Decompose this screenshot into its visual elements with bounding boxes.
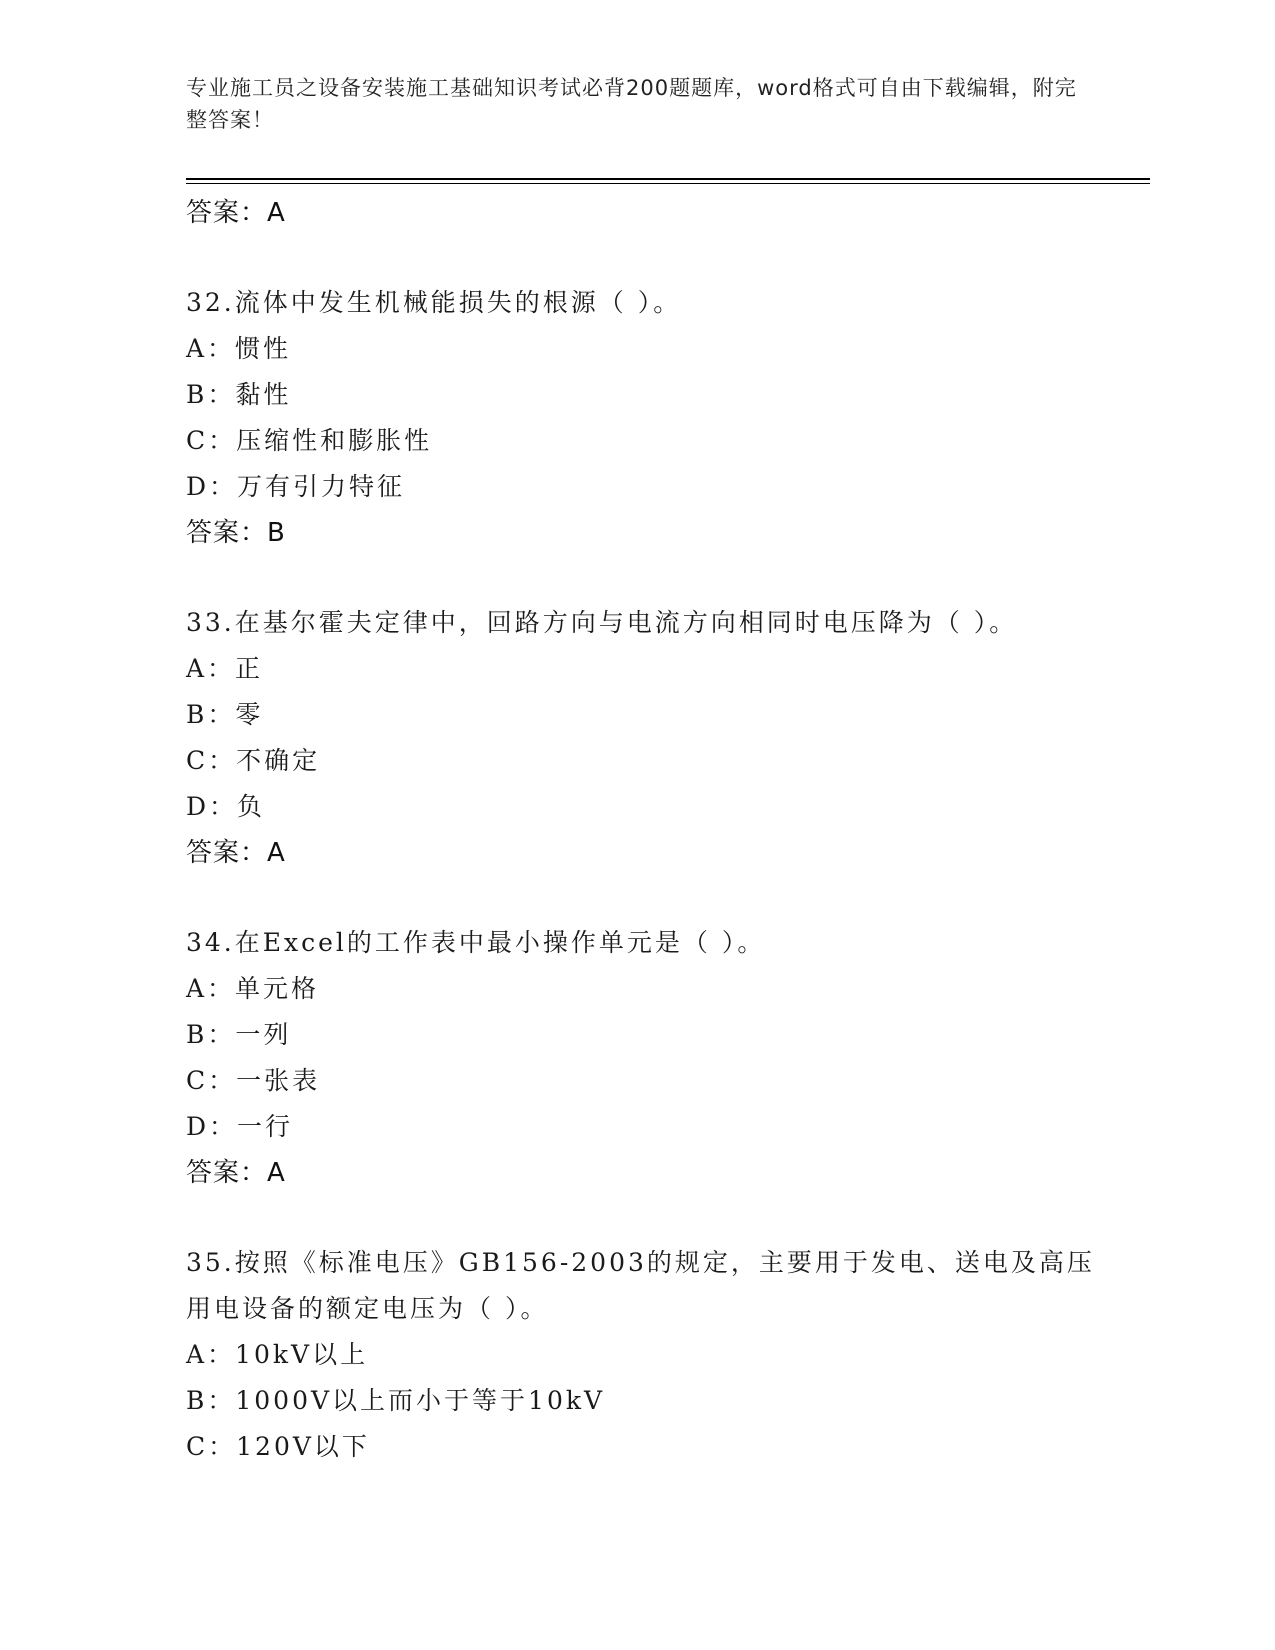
option-a: A：正 (186, 654, 264, 683)
option-a: A：单元格 (186, 974, 320, 1003)
question-list (186, 190, 1146, 1470)
question-text-line1: 35.按照《标准电压》GB156-2003的规定，主要用于发电、送电及高压 (186, 1248, 1095, 1277)
document-header (186, 72, 1086, 136)
option-b: B：零 (186, 700, 264, 729)
option-c: C：一张表 (186, 1066, 321, 1095)
option-d: D：一行 (186, 1112, 294, 1141)
answer-line: 答案：A (186, 198, 286, 228)
option-c: C：120V以下 (186, 1432, 370, 1461)
option-b: B：1000V以上而小于等于10kV (186, 1386, 606, 1415)
option-b: B：一列 (186, 1020, 292, 1049)
answer-line: 答案：A (186, 838, 286, 868)
option-c: C：不确定 (186, 746, 321, 775)
question-text: 34.在Excel的工作表中最小操作单元是（ ）。 (186, 928, 766, 957)
answer-line: 答案：A (186, 1158, 286, 1188)
question-block (186, 280, 1146, 556)
header-rule-thick (186, 178, 1150, 180)
question-block (186, 920, 1146, 1196)
option-d: D：万有引力特征 (186, 472, 406, 501)
option-a: A：惯性 (186, 334, 292, 363)
question-block (186, 1240, 1146, 1470)
question-block (186, 600, 1146, 876)
answer-line: 答案：B (186, 518, 286, 548)
question-text: 32.流体中发生机械能损失的根源（ ）。 (186, 288, 682, 317)
option-b: B：黏性 (186, 380, 292, 409)
header-text: 专业施工员之设备安装施工基础知识考试必背200题题库，word格式可自由下载编辑，附完整答案！ (186, 76, 1077, 132)
option-a: A：10kV以上 (186, 1340, 369, 1369)
option-d: D：负 (186, 792, 266, 821)
question-text-line2: 用电设备的额定电压为（ ）。 (186, 1294, 549, 1323)
header-rule-thin (186, 183, 1150, 184)
option-c: C：压缩性和膨胀性 (186, 426, 433, 455)
question-text: 33.在基尔霍夫定律中，回路方向与电流方向相同时电压降为（ ）。 (186, 608, 1018, 637)
